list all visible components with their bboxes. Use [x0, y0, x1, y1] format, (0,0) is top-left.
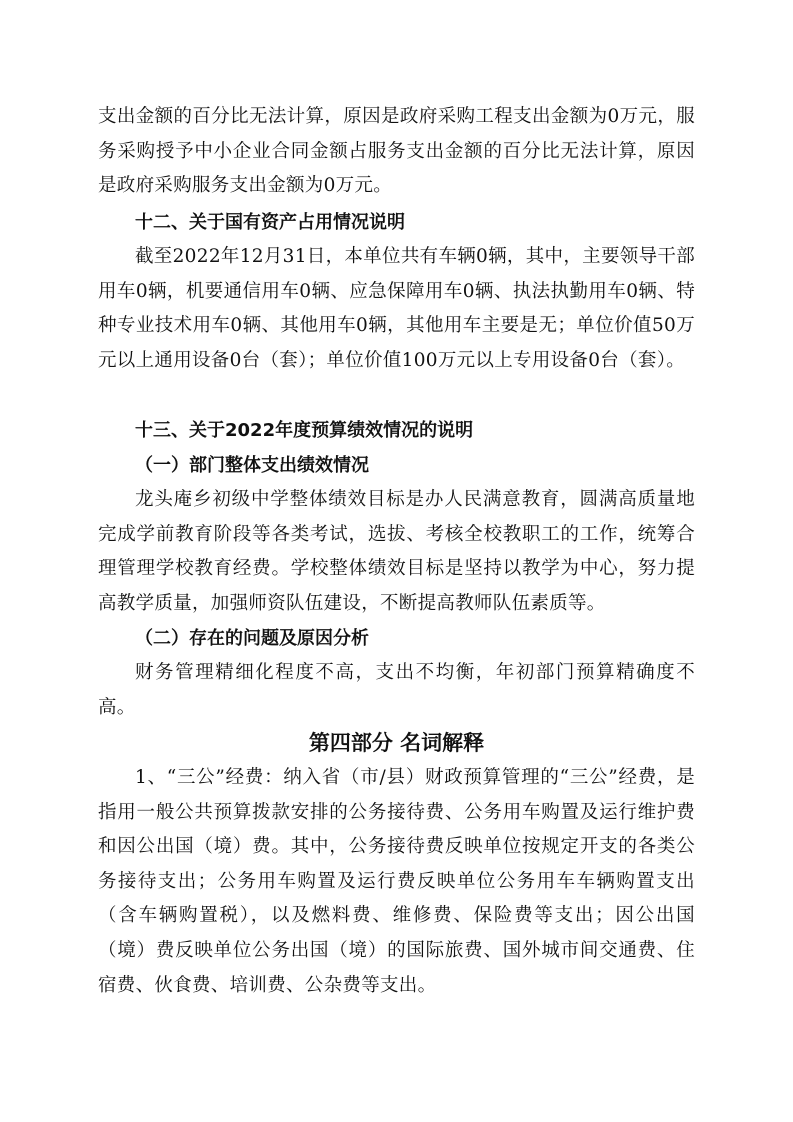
section-12-heading: 十二、关于国有资产占用情况说明	[135, 212, 405, 233]
section-13-sub2-body: 财务管理精细化程度不高，支出不均衡，年初部门预算精确度不高。	[98, 662, 695, 718]
term-1-paragraph: 1、“三公”经费：纳入省（市/县）财政预算管理的“三公”经费，是指用一般公共预算拨款安排的公务接待费、公务用车购置及运行维护费和因公出国（境）费。其中，公务接待费反映单位按规定开支的各类公务接待支出；公务用车购置及运行费反映单位公务用车车辆购置支出（含车辆购置税），以及燃料费、维修费、保险费等支出；因公出国（境）费反映单位公务出国（境）的国际旅费、国外城市间交通费、住宿费、伙食费、培训费、公杂费等支出。	[98, 767, 695, 996]
intro-paragraph: 支出金额的百分比无法计算，原因是政府采购工程支出金额为0万元，服务采购授予中小企业合同金额占服务支出金额的百分比无法计算，原因是政府采购服务支出金额为0万元。	[98, 106, 695, 197]
section-12-body: 截至2022年12月31日，本单位共有车辆0辆，其中，主要领导干部用车0辆，机要通信用车0辆、应急保障用车0辆、执法执勤用车0辆、特种专业技术用车0辆、其他用车0辆，其他用车主要是无；单位价值50万元以上通用设备0台（套）；单位价值100万元以上专用设备0台（套）。	[98, 246, 695, 371]
section-13-sub2-heading: （二）存在的问题及原因分析	[135, 628, 369, 649]
part-4-title: 第四部分 名词解释	[308, 731, 485, 755]
section-13-heading: 十三、关于2022年度预算绩效情况的说明	[135, 420, 474, 441]
section-13-sub1-body: 龙头庵乡初级中学整体绩效目标是办人民满意教育，圆满高质量地完成学前教育阶段等各类考试，选拔、考核全校教职工的工作，统筹合理管理学校教育经费。学校整体绩效目标是坚持以教学为中心，努力提高教学质量，加强师资队伍建设，不断提高教师队伍素质等。	[98, 489, 695, 614]
section-13-sub1-heading: （一）部门整体支出绩效情况	[135, 455, 369, 476]
